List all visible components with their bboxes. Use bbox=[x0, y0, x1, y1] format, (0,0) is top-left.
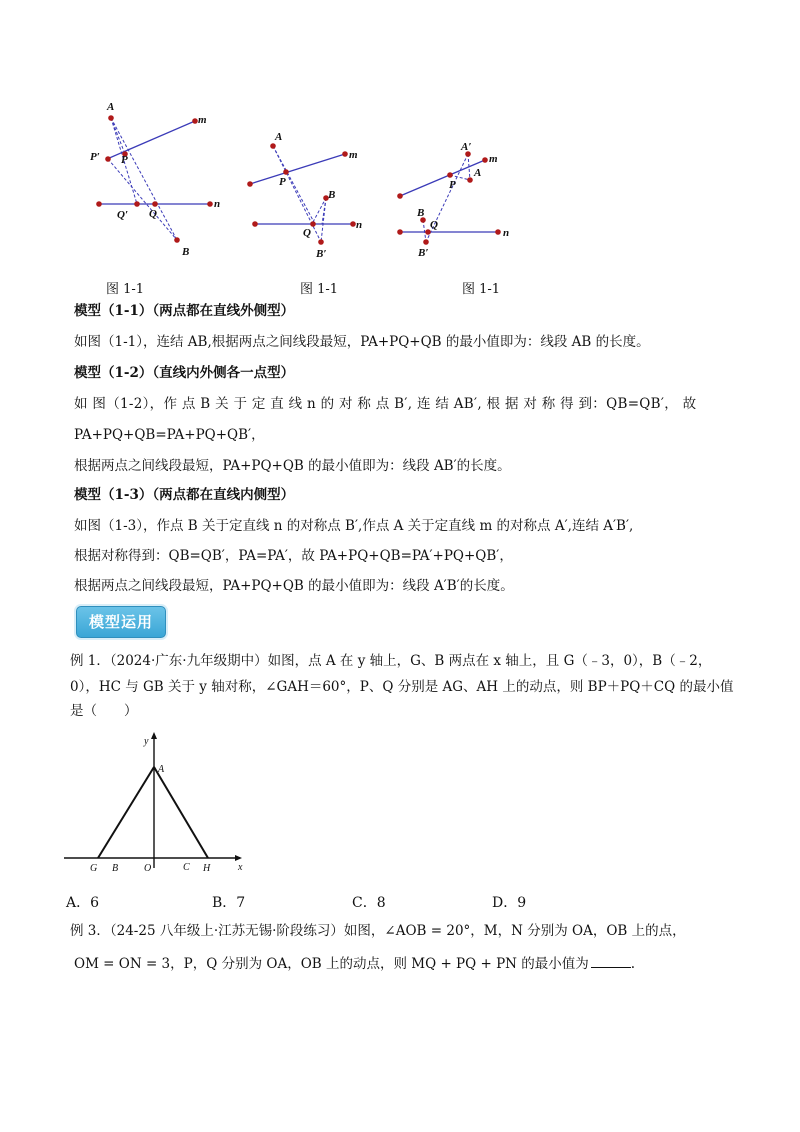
option-b: B．7 bbox=[212, 895, 246, 911]
label-A: A bbox=[275, 131, 283, 143]
example-3-line1: 例 3．（24-25 八年级上·江苏无锡·阶段练习）如图，∠AOB = 20°，M，N 分别为 OA，OB 上的点， bbox=[70, 923, 686, 939]
model-1-3-line1: 如图（1-3），作点 B 关于定直线 n 的对称点 B′,作点 A 关于定直线 m 的对称点 A′,连结 A′B′, bbox=[74, 518, 634, 534]
label-B: B bbox=[112, 863, 119, 874]
model-1-1-text: 如图（1-1），连结 AB,根据两点之间线段最短，PA+PQ+QB 的最小值即为：线段 AB 的长度。 bbox=[74, 334, 650, 350]
model-1-3-line3: 根据两点之间线段最短，PA+PQ+QB 的最小值即为：线段 A′B′的长度。 bbox=[74, 578, 514, 594]
figure-1-1-c bbox=[390, 138, 520, 266]
label-A: A bbox=[107, 101, 115, 113]
figure-1-1-a bbox=[85, 96, 225, 266]
figure-caption-2: 图 1-1 bbox=[300, 282, 339, 297]
model-1-2-line3: 根据两点之间线段最短，PA+PQ+QB 的最小值即为：线段 AB′的长度。 bbox=[74, 458, 511, 474]
example-1-line2: 0），HC 与 GB 关于 y 轴对称，∠GAH＝60°，P、Q 分别是 AG、AH 上的动点，则 BP＋PQ＋CQ 的最小值 bbox=[70, 679, 734, 695]
label-n: n bbox=[503, 227, 510, 239]
label-A: A bbox=[158, 764, 165, 775]
label-H: H bbox=[203, 863, 211, 874]
model-1-2-title: 模型（1-2）（直线内外侧各一点型） bbox=[74, 365, 295, 381]
label-x: x bbox=[238, 862, 243, 873]
figure-caption-3: 图 1-1 bbox=[462, 282, 501, 297]
label-B: B bbox=[182, 246, 190, 258]
model-application-badge bbox=[76, 606, 166, 638]
label-B: B bbox=[417, 207, 425, 219]
label-Q: Q bbox=[430, 219, 438, 231]
model-1-3-line2: 根据对称得到：QB=QB′，PA=PA′，故 PA+PQ+QB=PA′+PQ+QB′， bbox=[74, 548, 513, 564]
label-Q: Q bbox=[149, 208, 157, 220]
label-n: n bbox=[214, 198, 221, 210]
answer-blank[interactable] bbox=[591, 967, 631, 968]
label-B-prime: B′ bbox=[418, 247, 429, 259]
label-B: B bbox=[328, 189, 336, 201]
model-1-3-title: 模型（1-3）（两点都在直线内侧型） bbox=[74, 487, 295, 503]
label-m: m bbox=[349, 149, 358, 161]
label-P-prime: P′ bbox=[90, 151, 100, 163]
label-P: P bbox=[279, 176, 286, 188]
label-P: P bbox=[449, 179, 456, 191]
option-c: C．8 bbox=[352, 895, 386, 911]
label-B-prime: B′ bbox=[316, 248, 327, 260]
model-1-2-line1: 如 图（1-2），作 点 B 关 于 定 直 线 n 的 对 称 点 B′, 连 结 AB′, 根 据 对 称 得 到：QB=QB′， 故 bbox=[74, 396, 697, 412]
label-m: m bbox=[198, 114, 207, 126]
example-3-line2-text: OM = ON = 3，P，Q 分别为 OA，OB 上的动点，则 MQ + PQ + PN 的最小值为 bbox=[74, 956, 589, 972]
label-G: G bbox=[90, 863, 98, 874]
example-1-line3: 是（ ） bbox=[70, 703, 138, 719]
label-P: P bbox=[121, 154, 128, 166]
example-3-line2 bbox=[74, 955, 635, 973]
label-O: O bbox=[144, 863, 152, 874]
badge-label: 模型运用 bbox=[88, 613, 153, 631]
model-1-1-title: 模型（1-1）（两点都在直线外侧型） bbox=[74, 303, 295, 319]
option-a: A．6 bbox=[66, 895, 100, 911]
figure-caption-1: 图 1-1 bbox=[106, 282, 145, 297]
example-1-figure bbox=[62, 730, 252, 880]
label-Q-prime: Q′ bbox=[117, 209, 129, 221]
label-Q: Q bbox=[303, 227, 311, 239]
label-C: C bbox=[183, 862, 190, 873]
label-A: A bbox=[474, 167, 482, 179]
option-d: D．9 bbox=[492, 895, 527, 911]
example-3-line2-end: . bbox=[630, 956, 636, 972]
label-n: n bbox=[356, 219, 363, 231]
label-y: y bbox=[144, 736, 149, 747]
label-A-prime: A′ bbox=[461, 141, 472, 153]
example-1-line1: 例 1．（2024·广东·九年级期中）如图，点 A 在 y 轴上，G、B 两点在 x 轴上，且 G（﹣3，0），B（﹣2， bbox=[70, 653, 712, 669]
model-1-2-line2: PA+PQ+QB=PA+PQ+QB′， bbox=[74, 427, 265, 443]
label-m: m bbox=[489, 153, 498, 165]
figure-1-1-b bbox=[245, 126, 375, 266]
